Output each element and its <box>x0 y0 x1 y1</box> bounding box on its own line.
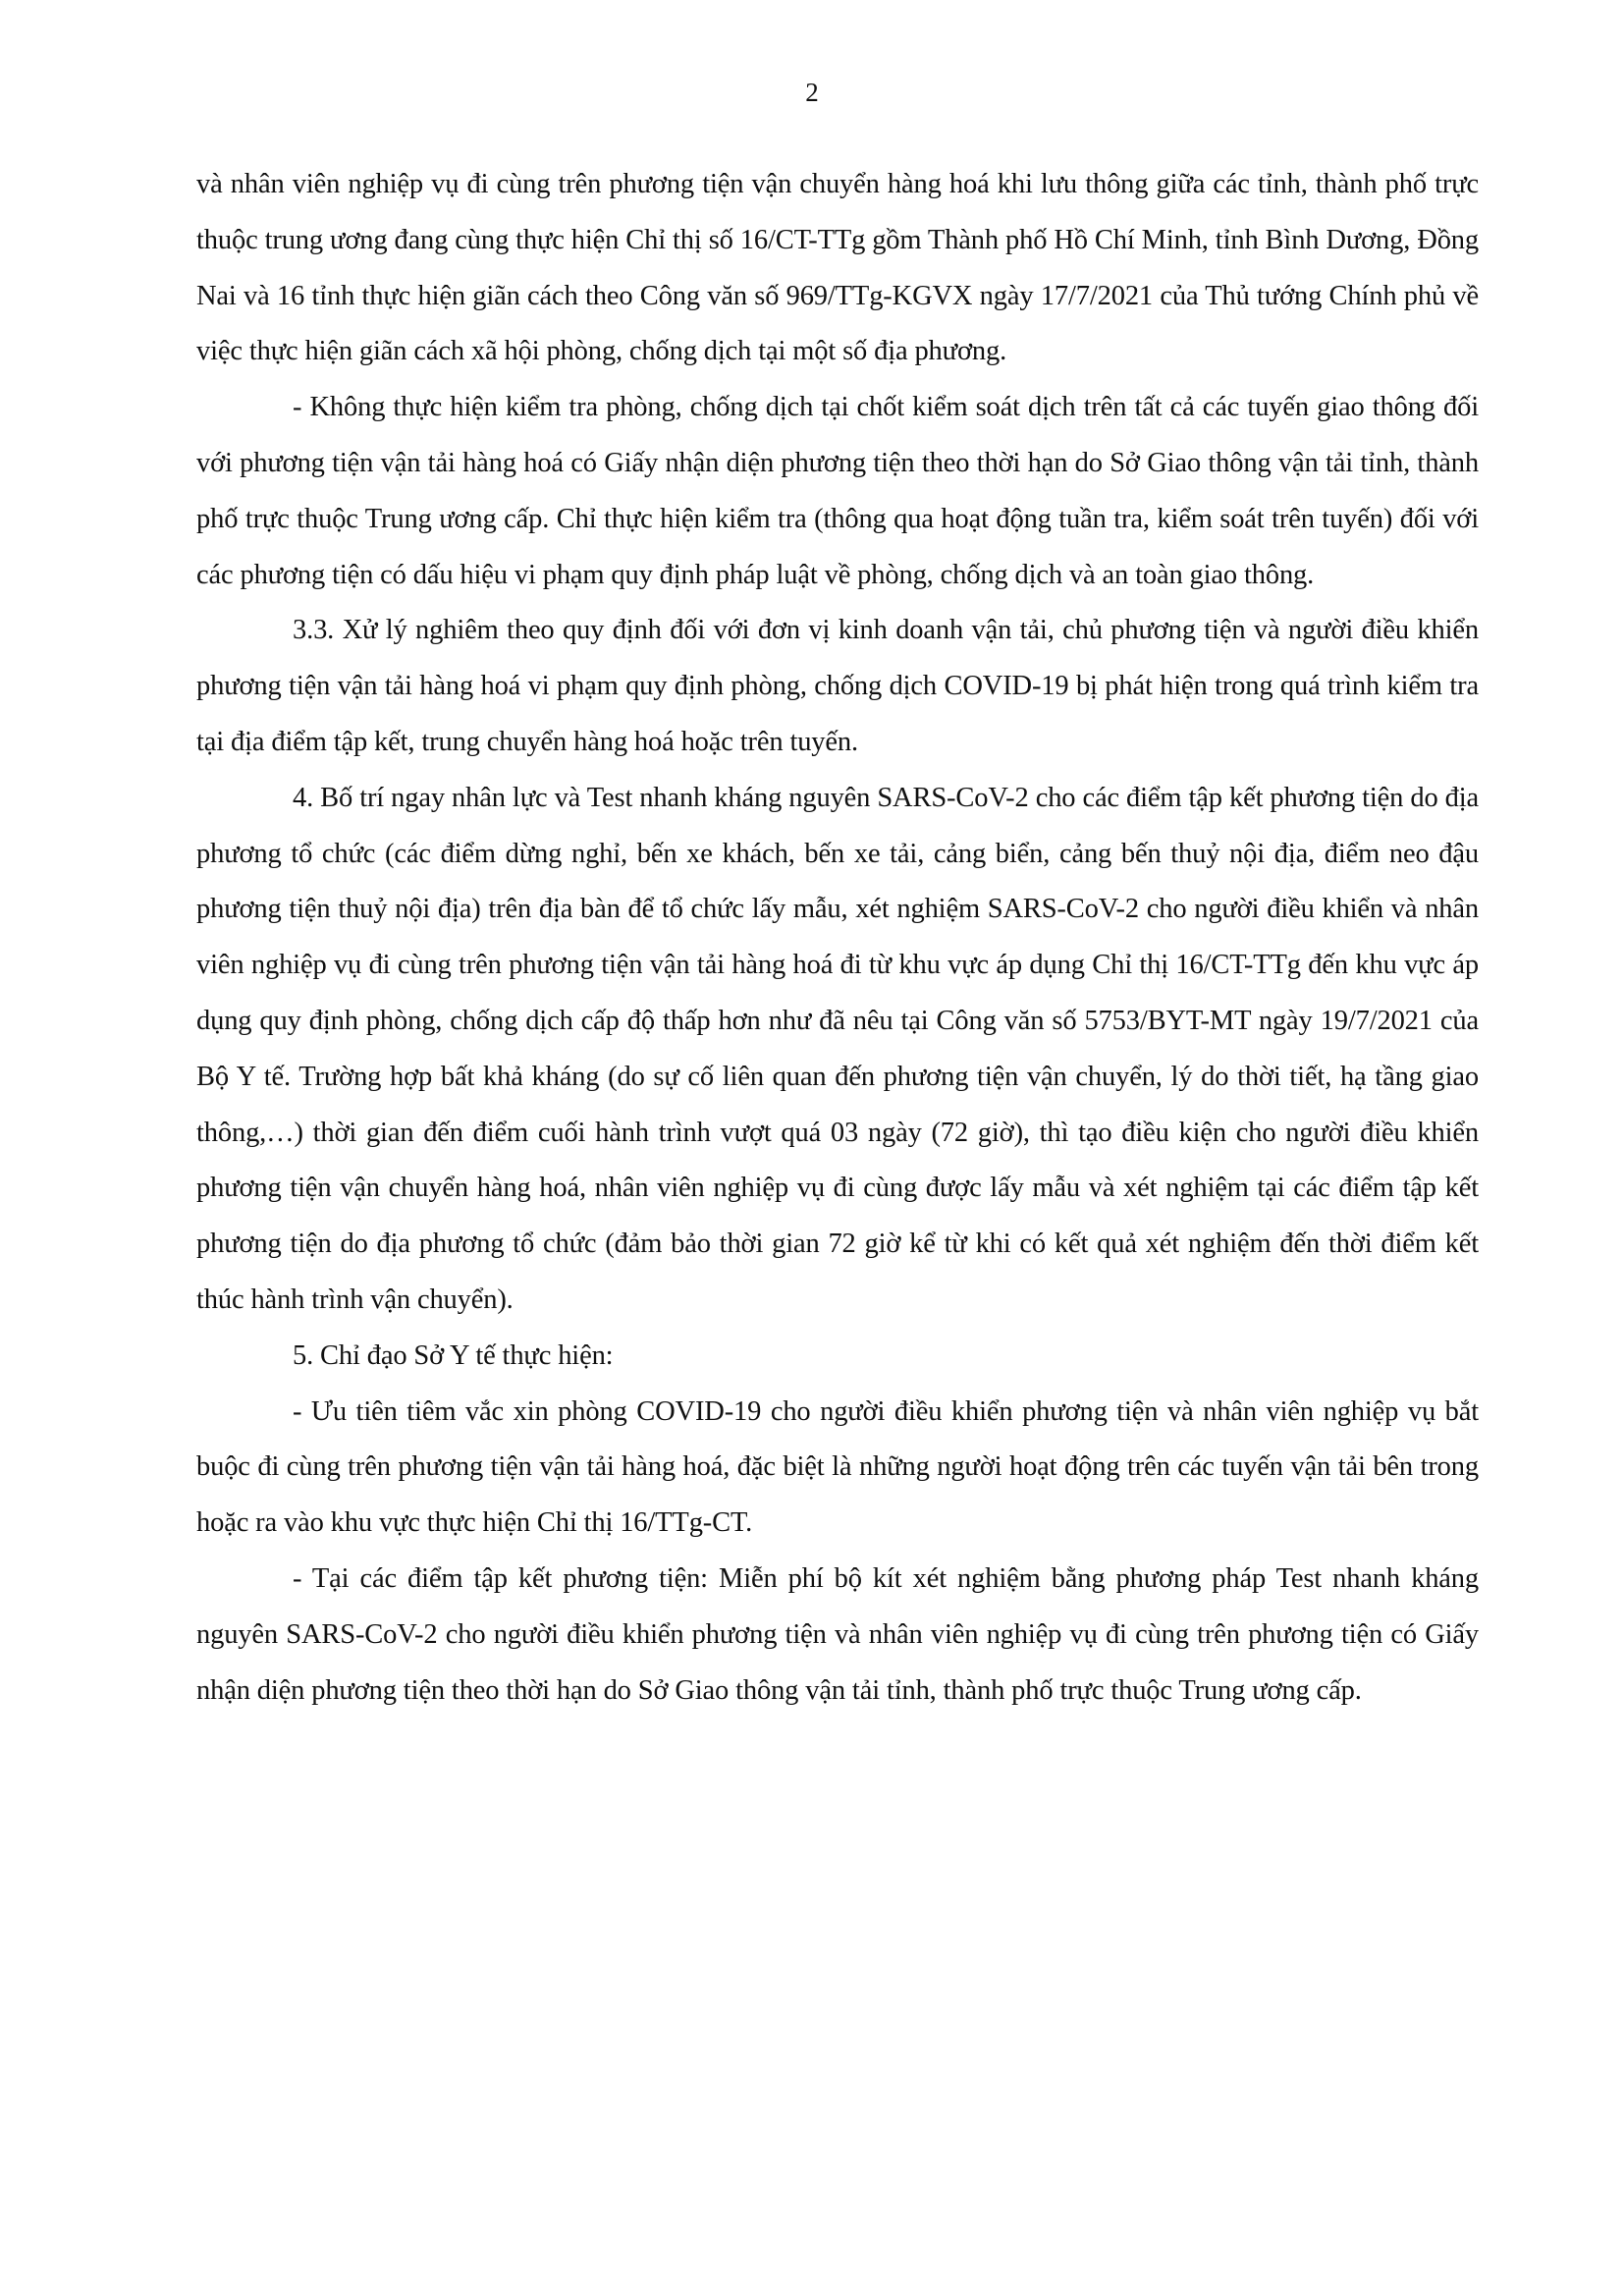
paragraph-3-3-strict-handling: 3.3. Xử lý nghiêm theo quy định đối với đơn vị kinh doanh vận tải, chủ phương tiện và người điều khiển phương tiện vận tải hàng hoá vi phạm quy định phòng, chống dịch COVID-19 bị phát hiện trong quá trình kiểm tra tại địa điểm tập kết, trung chuyển hàng hoá hoặc trên tuyến. <box>196 615 1479 757</box>
paragraph-continuation: và nhân viên nghiệp vụ đi cùng trên phương tiện vận chuyển hàng hoá khi lưu thông giữa các tỉnh, thành phố trực thuộc trung ương đang cùng thực hiện Chỉ thị số 16/CT-TTg gồm Thành phố Hồ Chí Minh, tỉnh Bình Dương, Đồng Nai và 16 tỉnh thực hiện giãn cách theo Công văn số 969/TTg-KGVX ngày 17/7/2021 của Thủ tướng Chính phủ về việc thực hiện giãn cách xã hội phòng, chống dịch tại một số địa phương. <box>196 169 1479 367</box>
document-body <box>196 157 1479 1719</box>
paragraph-5-health-dept: 5. Chỉ đạo Sở Y tế thực hiện: <box>293 1339 614 1371</box>
paragraph-4-rapid-test: 4. Bố trí ngay nhân lực và Test nhanh kháng nguyên SARS-CoV-2 cho các điểm tập kết phương tiện do địa phương tổ chức (các điểm dừng nghỉ, bến xe khách, bến xe tải, cảng biển, cảng bến thuỷ nội địa, điểm neo đậu phương tiện thuỷ nội địa) trên địa bàn để tổ chức lấy mẫu, xét nghiệm SARS-CoV-2 cho người điều khiển và nhân viên nghiệp vụ đi cùng trên phương tiện vận tải hàng hoá đi từ khu vực áp dụng Chỉ thị 16/CT-TTg đến khu vực áp dụng quy định phòng, chống dịch cấp độ thấp hơn như đã nêu tại Công văn số 5753/BYT-MT ngày 19/7/2021 của Bộ Y tế. Trường hợp bất khả kháng (do sự cố liên quan đến phương tiện vận chuyển, lý do thời tiết, hạ tầng giao thông,…) thời gian đến điểm cuối hành trình vượt quá 03 ngày (72 giờ), thì tạo điều kiện cho người điều khiển phương tiện vận chuyển hàng hoá, nhân viên nghiệp vụ đi cùng được lấy mẫu và xét nghiệm tại các điểm tập kết phương tiện do địa phương tổ chức (đảm bảo thời gian 72 giờ kể từ khi có kết quả xét nghiệm đến thời điểm kết thúc hành trình vận chuyển). <box>196 782 1479 1315</box>
paragraph-vaccination-priority: - Ưu tiên tiêm vắc xin phòng COVID-19 cho người điều khiển phương tiện và nhân viên nghiệp vụ bắt buộc đi cùng trên phương tiện vận tải hàng hoá, đặc biệt là những người hoạt động trên các tuyến vận tải bên trong hoặc ra vào khu vực thực hiện Chỉ thị 16/TTg-CT. <box>196 1395 1479 1539</box>
paragraph-free-test-kits: - Tại các điểm tập kết phương tiện: Miễn phí bộ kít xét nghiệm bằng phương pháp Test nhanh kháng nguyên SARS-CoV-2 cho người điều khiển phương tiện và nhân viên nghiệp vụ đi cùng trên phương tiện có Giấy nhận diện phương tiện theo thời hạn do Sở Giao thông vận tải tỉnh, thành phố trực thuộc Trung ương cấp. <box>196 1562 1479 1706</box>
paragraph-no-inspection: - Không thực hiện kiểm tra phòng, chống dịch tại chốt kiểm soát dịch trên tất cả các tuyến giao thông đối với phương tiện vận tải hàng hoá có Giấy nhận diện phương tiện theo thời hạn do Sở Giao thông vận tải tỉnh, thành phố trực thuộc Trung ương cấp. Chỉ thực hiện kiểm tra (thông qua hoạt động tuần tra, kiểm soát trên tuyến) đối với các phương tiện có dấu hiệu vi phạm quy định pháp luật về phòng, chống dịch và an toàn giao thông. <box>196 392 1479 590</box>
page-number: 2 <box>805 78 819 107</box>
